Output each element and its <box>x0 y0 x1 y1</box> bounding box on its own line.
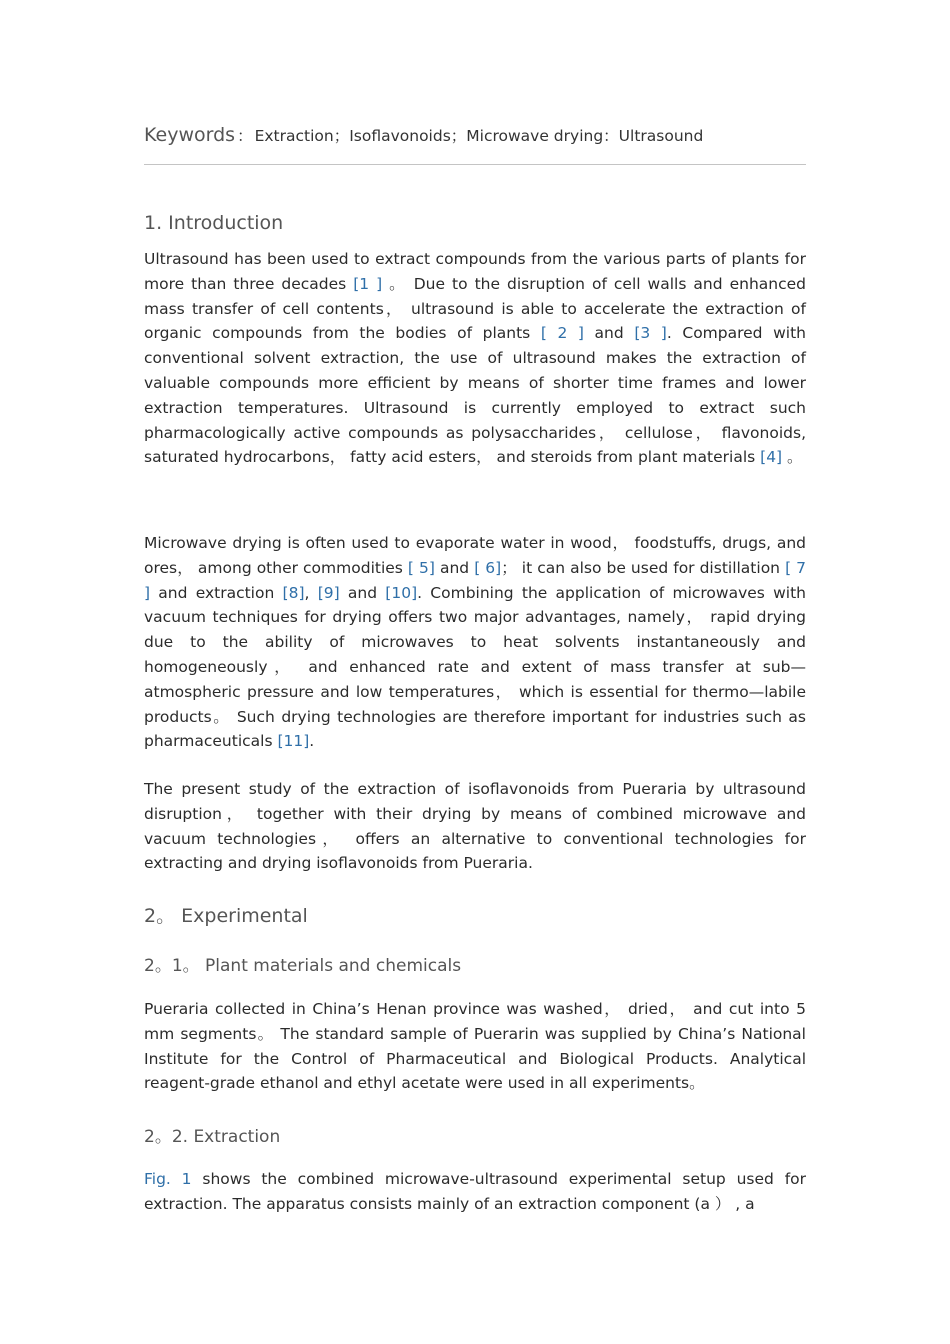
citation-link[interactable]: [3 ] <box>634 324 667 343</box>
keywords-block <box>144 124 806 165</box>
keywords-list: Extraction；Isoflavonoids；Microwave drying：Ultrasound <box>254 127 704 145</box>
paragraph-text: 。 <box>782 448 803 467</box>
paragraph-text: 。 Due to the disruption of cell walls and enhanced mass transfer of cell contents， ultrasound is able to accelerate the extraction of organic compounds from the bodies of plants <box>144 274 806 343</box>
section-heading-introduction: 1. Introduction <box>144 212 284 234</box>
paragraph-text: . <box>309 732 315 751</box>
citation-link[interactable]: [11] <box>277 732 310 751</box>
paragraph-intro-2 <box>144 531 806 754</box>
citation-link[interactable]: [ 6] <box>474 558 502 577</box>
paragraph-text: . Combining the application of microwaves with vacuum techniques for drying offers two major advantages, namely， rapid drying due to the ability of microwaves to heat solvents instantaneously and homogeneously， and enhanced rate and extent of mass transfer at sub—atmospheric pressure and low temperatures， which is essential for thermo—labile products。 Such drying technologies are therefore important for industries such as pharmaceuticals <box>144 583 806 751</box>
paragraph-text: Microwave drying is often used to evaporate water in wood， foodstuffs, drugs, and ores， among other commodities <box>144 534 806 577</box>
citation-link[interactable]: [ 5] <box>407 558 435 577</box>
paragraph-text: Ultrasound has been used to extract compounds from the various parts of plants for more than three decades <box>144 250 806 293</box>
citation-link[interactable]: [1 ] <box>353 274 383 293</box>
paragraph-text: Pueraria collected in China’s Henan province was washed， dried， and cut into 5 mm segments。 The standard sample of Puerarin was supplied by China’s National Institute for the Control of Pharmaceutical and Biological Products. Analytical reagent-grade ethanol and ethyl acetate were used in all experiments。 <box>144 1000 806 1093</box>
keywords-label: Keywords <box>144 124 236 146</box>
citation-link[interactable]: [10] <box>385 583 418 602</box>
section-heading-experimental: 2。 Experimental <box>144 905 308 927</box>
citation-link[interactable]: Fig. 1 <box>144 1170 192 1188</box>
citation-link[interactable]: [8] <box>282 583 305 602</box>
paragraph-intro-3 <box>144 777 806 876</box>
paragraph-intro-1 <box>144 247 806 470</box>
paragraph-extraction <box>144 1167 806 1217</box>
citation-link[interactable]: [ 7 ] <box>144 558 807 602</box>
citation-link[interactable]: [9] <box>317 583 340 602</box>
paragraph-text: and extraction <box>150 583 283 602</box>
paragraph-text: . Compared with conventional solvent extraction, the use of ultrasound makes the extraction of valuable compounds more efficient by means of shorter time frames and lower extraction temperatures. Ultrasound is currently employed to extract such pharmacologically active compounds as polysaccharides， cellulose， flavonoids, saturated hydrocarbons， fatty acid esters， and steroids from plant materials <box>144 324 806 467</box>
citation-link[interactable]: [ 2 ] <box>540 324 584 343</box>
subsection-heading-materials: 2。1。 Plant materials and chemicals <box>144 956 462 976</box>
citation-link[interactable]: [4] <box>760 448 783 467</box>
paragraph-text: and <box>434 558 475 577</box>
paragraph-text: , <box>304 583 318 602</box>
paragraph-text: shows the combined microwave-ultrasound experimental setup used for extraction. The apparatus consists mainly of an extraction component (a ） , a <box>144 1170 807 1213</box>
paragraph-materials <box>144 997 806 1096</box>
paragraph-text: ； it can also be used for distillation <box>501 558 786 577</box>
paragraph-text: and <box>583 324 635 343</box>
paragraph-text: and <box>339 583 386 602</box>
keywords-separator: ： <box>237 127 253 145</box>
subsection-heading-extraction: 2。2. Extraction <box>144 1127 281 1147</box>
paragraph-text: The present study of the extraction of isoflavonoids from Pueraria by ultrasound disruption， together with their drying by means of combined microwave and vacuum technologies， offers an alternative to conventional technologies for extracting and drying isoflavonoids from Pueraria. <box>144 780 806 873</box>
